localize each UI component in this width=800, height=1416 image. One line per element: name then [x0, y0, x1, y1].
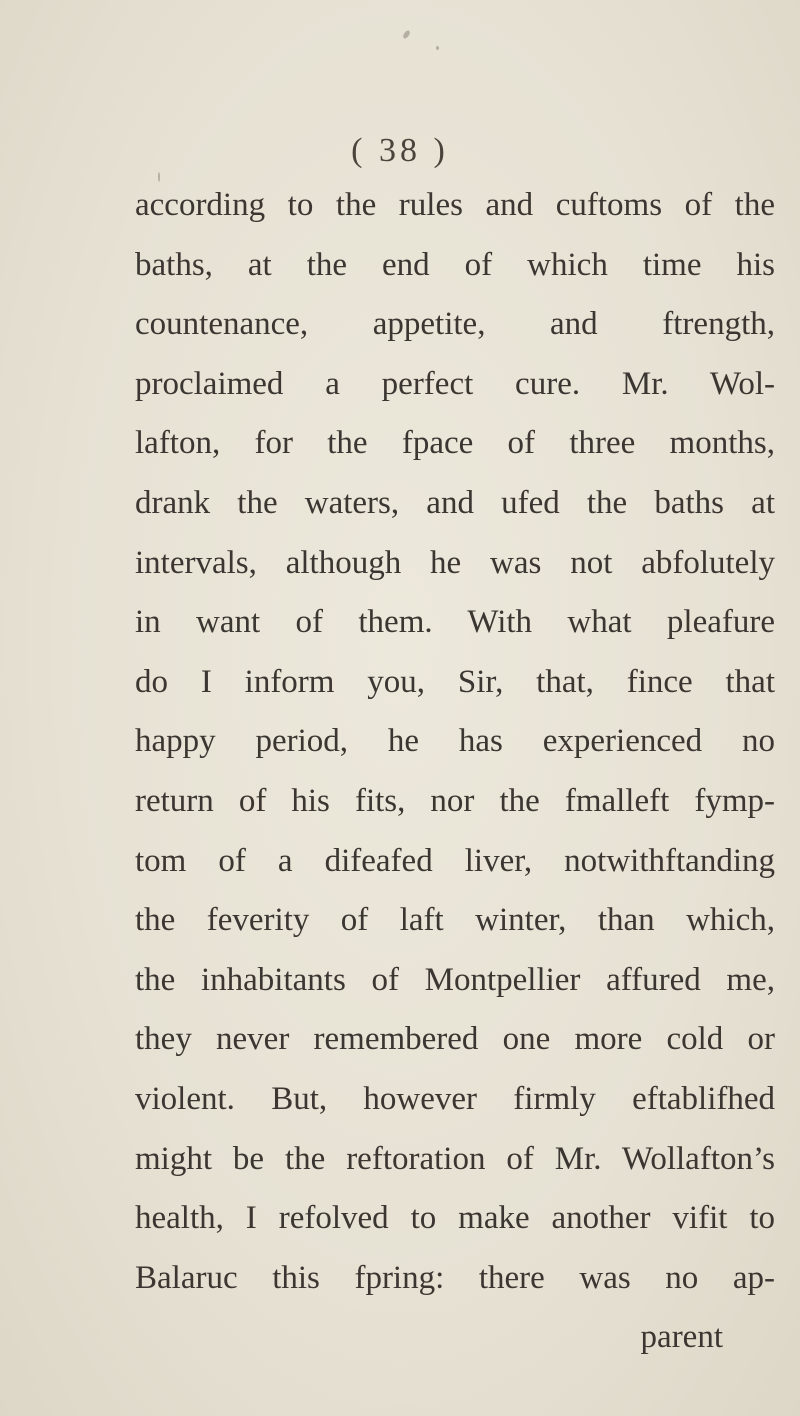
- text-line: lafton, for the fpace of three months,: [135, 425, 775, 462]
- text-line: drank the waters, and ufed the baths at: [135, 484, 775, 521]
- catchword: parent: [640, 1319, 723, 1356]
- text-line: do I inform you, Sir, that, fince that: [135, 663, 775, 700]
- text-line: health, I refolved to make another vifit to: [135, 1200, 775, 1237]
- text-line: the feverity of laft winter, than which,: [135, 902, 775, 939]
- paper-spot: [436, 46, 439, 50]
- body-text: [135, 176, 775, 1368]
- text-line: in want of them. With what pleafure: [135, 604, 775, 641]
- text-line: return of his fits, nor the fmalleft fymp-: [135, 782, 775, 819]
- text-line: tom of a difeafed liver, notwithftanding: [135, 842, 775, 879]
- text-line: happy period, he has experienced no: [135, 723, 775, 760]
- text-line: violent. But, however firmly eftablifhed: [135, 1080, 775, 1117]
- text-line: the inhabitants of Montpellier affured me,: [135, 961, 775, 998]
- text-line: Balaruc this fpring: there was no ap-: [135, 1259, 775, 1296]
- text-line: they never remembered one more cold or: [135, 1021, 775, 1058]
- text-line: countenance, appetite, and ftrength,: [135, 306, 775, 343]
- paper-spot: [402, 29, 411, 39]
- text-line: intervals, although he was not abfolutely: [135, 544, 775, 581]
- text-line: proclaimed a perfect cure. Mr. Wol-: [135, 365, 775, 402]
- text-line: baths, at the end of which time his: [135, 246, 775, 283]
- page-number: ( 38 ): [351, 132, 449, 169]
- text-line: might be the reftoration of Mr. Wollafton’s: [135, 1140, 775, 1177]
- text-line: according to the rules and cuftoms of the: [135, 187, 775, 223]
